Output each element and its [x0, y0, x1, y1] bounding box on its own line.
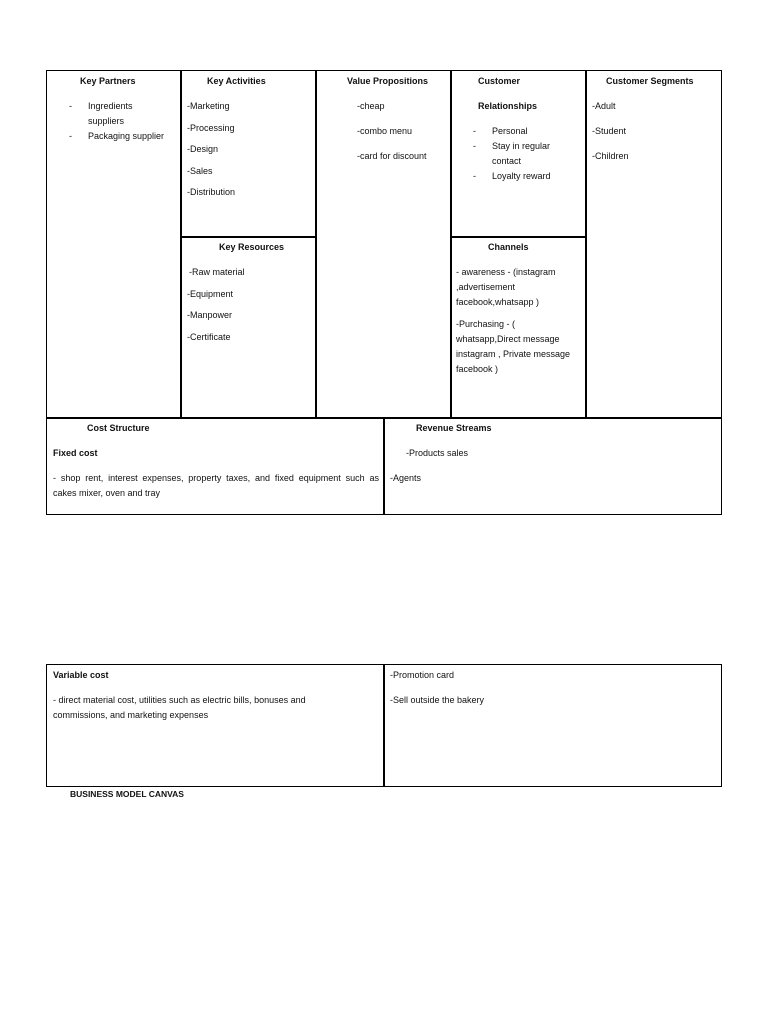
value-propositions-cell	[322, 74, 448, 171]
fixed-cost-text: - shop rent, interest expenses, property taxes, and fixed equipment such as cakes mixer, oven and tray	[53, 473, 379, 498]
list-item: -Distribution	[187, 187, 236, 197]
list-item: -Processing	[187, 122, 235, 133]
customer-segments-title: Customer Segments	[606, 76, 694, 86]
customer-relationships-title: Customer	[478, 76, 521, 86]
channels-title: Channels	[488, 242, 529, 252]
key-partners-cell	[48, 74, 180, 144]
list-item: -Raw material	[189, 267, 245, 277]
list-item: -Marketing	[187, 101, 230, 111]
key-activities-title: Key Activities	[207, 76, 266, 86]
list-item: -card for discount	[357, 151, 427, 161]
channels-cell	[456, 240, 584, 383]
list-item: -Promotion card	[390, 670, 455, 680]
divider	[450, 70, 452, 418]
customer-relationships-title-line2: Relationships	[478, 101, 538, 111]
variable-cost-text: - direct material cost, utilities such as electric bills, bonuses and commissions, and marketing expenses	[53, 695, 306, 720]
cost-structure-cell	[53, 421, 379, 501]
key-partners-list	[64, 99, 180, 144]
customer-segments-cell	[592, 74, 720, 171]
list-item: -cheap	[357, 101, 385, 111]
list-item: -combo menu	[357, 126, 413, 136]
key-resources-cell	[187, 240, 313, 351]
list-item: -Adult	[592, 101, 616, 111]
list-item: -Purchasing - ( whatsapp,Direct message instagram , Private message facebook )	[456, 318, 571, 374]
list-item: - Personal	[468, 124, 584, 139]
list-item: -Manpower	[187, 310, 233, 320]
list-item: - Stay in regular contact	[468, 139, 558, 169]
revenue-continuation-cell	[390, 668, 718, 715]
list-item: -Student	[592, 126, 627, 136]
list-item: - Loyalty reward	[468, 169, 584, 184]
variable-cost-cell	[53, 668, 377, 723]
list-item: -Design	[187, 144, 219, 154]
key-activities-cell	[187, 74, 313, 207]
list-item: -Certificate	[187, 331, 231, 342]
list-item: -Equipment	[187, 288, 234, 299]
list-item: - awareness - (instagram ,advertisement facebook,whatsapp )	[456, 267, 556, 307]
list-item: -Products sales	[406, 448, 469, 458]
business-model-canvas-label: BUSINESS MODEL CANVAS	[70, 789, 184, 799]
divider	[383, 417, 385, 515]
list-item: - Packaging supplier	[64, 129, 180, 144]
list-item: - Ingredients suppliers	[64, 99, 168, 129]
fixed-cost-label: Fixed cost	[53, 448, 98, 458]
key-partners-title: Key Partners	[80, 76, 136, 86]
divider	[180, 70, 182, 418]
list-item: -Sales	[187, 165, 213, 176]
cost-structure-title: Cost Structure	[87, 423, 150, 433]
value-propositions-title: Value Propositions	[347, 76, 429, 86]
variable-cost-label: Variable cost	[53, 670, 109, 680]
divider	[450, 236, 586, 238]
revenue-streams-cell	[390, 421, 718, 493]
revenue-streams-title: Revenue Streams	[416, 423, 492, 433]
list-item: -Children	[592, 151, 629, 161]
divider	[180, 236, 316, 238]
divider	[315, 70, 317, 418]
key-resources-title: Key Resources	[219, 242, 285, 252]
customer-relationships-list	[468, 124, 584, 184]
divider	[383, 664, 385, 787]
customer-relationships-cell	[454, 74, 584, 184]
divider	[585, 70, 587, 418]
list-item: -Sell outside the bakery	[390, 695, 485, 705]
list-item: -Agents	[390, 473, 422, 483]
